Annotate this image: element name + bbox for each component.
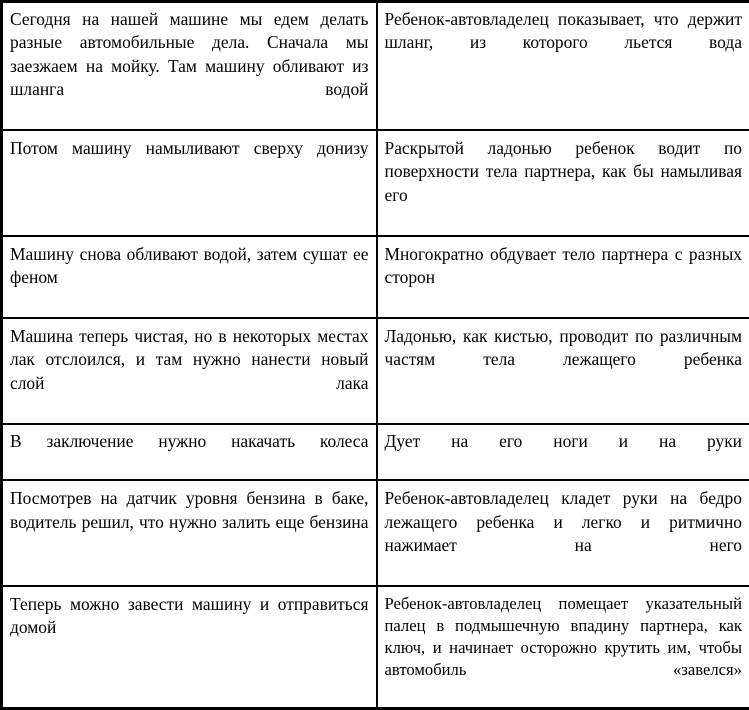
table-row [2,130,749,236]
cell-text: Дует на его ноги и на руки [385,430,743,477]
cell-text: Раскрытой ладонью ребенок водит по поверхности тела партнера, как бы намыливая его [385,137,743,231]
table-cell-left [2,424,377,481]
table-cell-left [2,130,377,236]
table-row [2,318,749,424]
cell-text: Сегодня на нашей машине мы едем делать разные автомобильные дела. Сначала мы заезжаем на мойку. Там машину обливают из шланга водой [10,8,369,125]
table-cell-left [2,2,377,131]
cell-text: Потом машину намыливают сверху донизу [10,137,369,184]
table-cell-left [2,586,377,709]
table-row [2,586,749,709]
table-cell-left [2,318,377,424]
cell-text: Теперь можно завести машину и отправиться домой [10,593,369,663]
cell-text: Машина теперь чистая, но в некоторых местах лак отслоился, и там нужно нанести новый слой лака [10,325,369,419]
table-cell-right [377,130,749,236]
table-cell-right [377,236,749,318]
table-cell-right [377,318,749,424]
table-row [2,480,749,586]
table-cell-right [377,424,749,481]
cell-text: Машину снова обливают водой, затем сушат ее феном [10,243,369,313]
table-body [2,2,749,709]
cell-text: В заключение нужно накачать колеса [10,430,369,477]
cell-text: Ладонью, как кистью, проводит по различным частям тела лежащего ребенка [385,325,743,395]
cell-text: Посмотрев на датчик уровня бензина в баке, водитель решил, что нужно залить еще бензина [10,487,369,557]
table-cell-right [377,2,749,131]
cell-text: Многократно обдувает тело партнера с разных сторон [385,243,743,313]
cell-text: Ребенок-автовладелец помещает указательный палец в подмышечную впадину партнера, как ключ, и начинает осторожно крутить им, чтобы автомобиль «завелся» [385,593,743,703]
table-cell-left [2,236,377,318]
table-row [2,424,749,481]
table-cell-right [377,586,749,709]
cell-text: Ребенок-автовладелец показывает, что держит шланг, из которого льется вода [385,8,743,78]
table-cell-left [2,480,377,586]
cell-text: Ребенок-автовладелец кладет руки на бедро лежащего ребенка и легко и ритмично нажимает на него [385,487,743,581]
table-cell-right [377,480,749,586]
table-row [2,236,749,318]
table-row [2,2,749,131]
